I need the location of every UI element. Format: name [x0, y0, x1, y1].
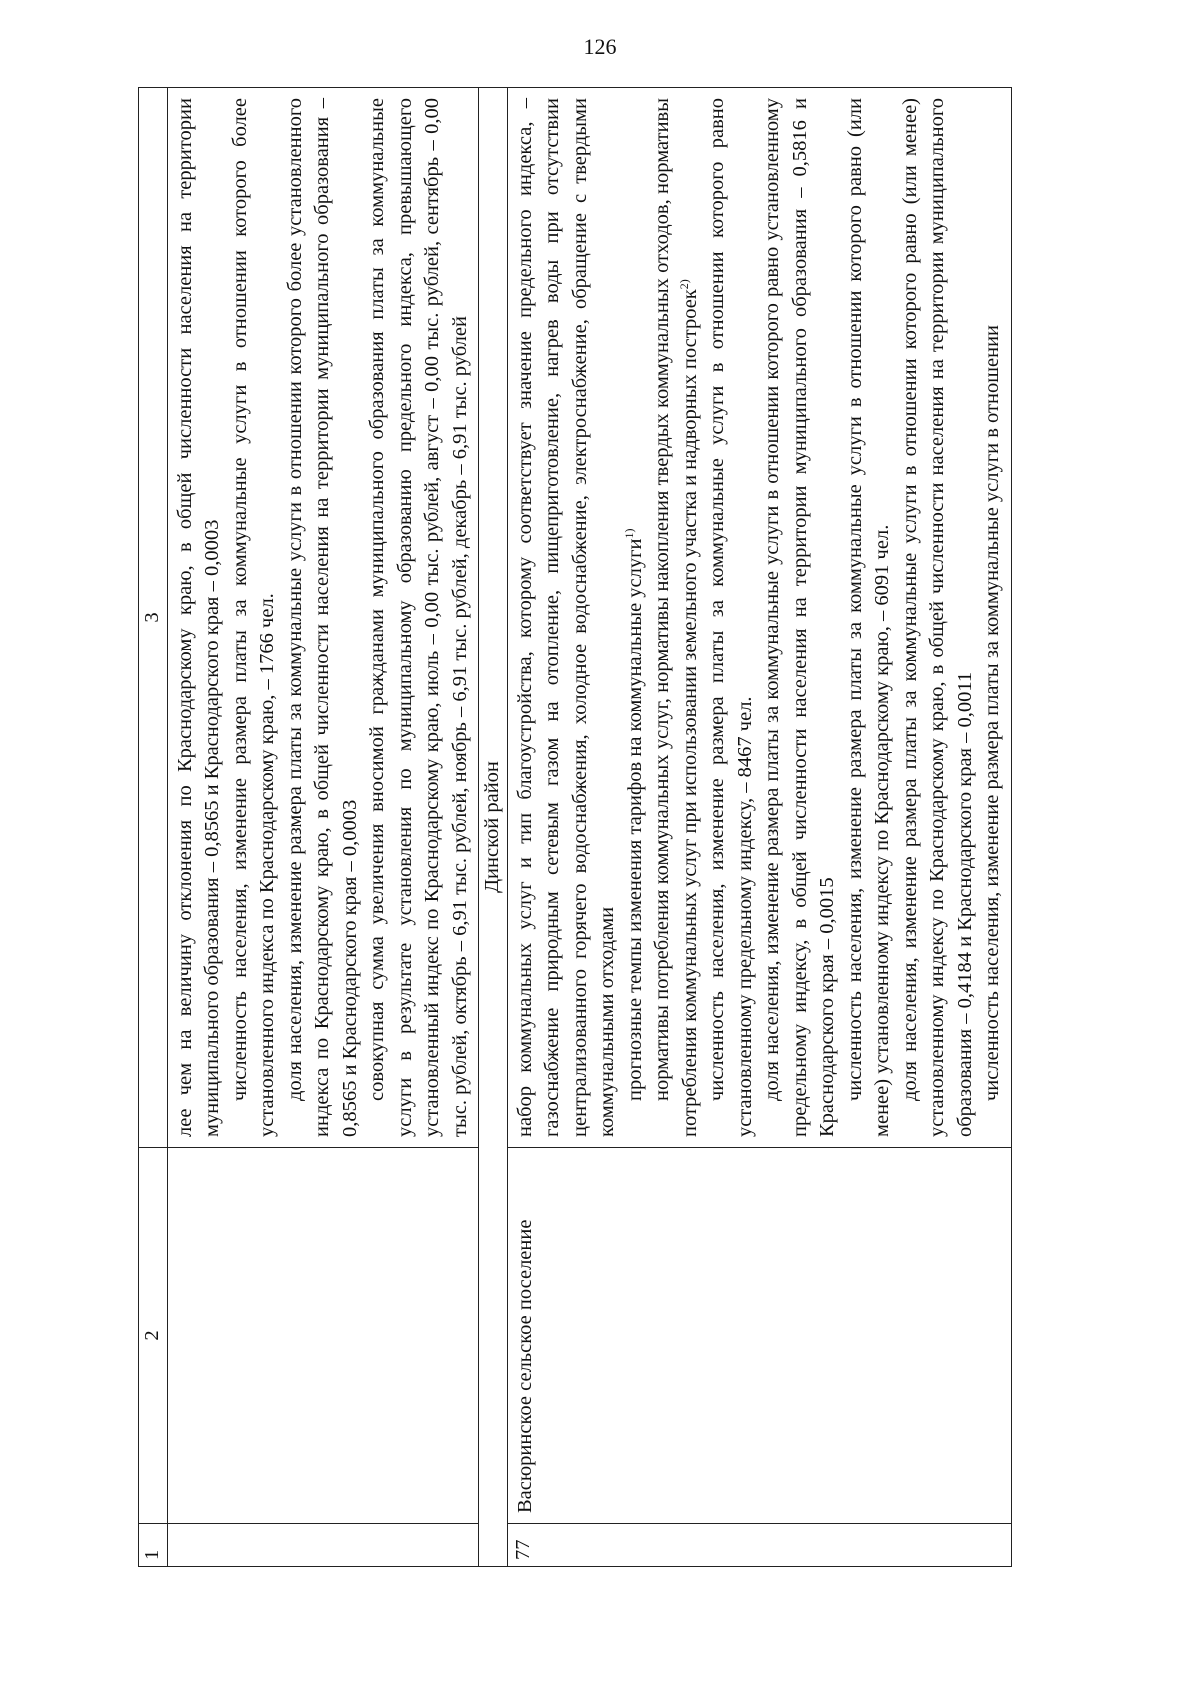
- paragraph: [622, 98, 650, 1137]
- row-paragraphs: [512, 98, 1007, 1137]
- data-table: [138, 87, 1012, 1567]
- table-header-row: [139, 88, 168, 1567]
- page-number: 126: [583, 34, 617, 59]
- paragraph-text: нормативы потребления коммунальных услуг, нормативы накопления твердых коммунальных отходов, нормативы потребления коммунальных услуг при использовании земельного участка и надворных построек: [651, 98, 701, 1137]
- paragraph-text: доля населения, изменение размера платы за коммунальные услуги в отношении которого равно (или менее) установленному индексу по Краснодарскому краю, в общей численности населения на территории муниципального образования – 0,4184 и Краснодарского края – 0,0011: [898, 98, 976, 1137]
- paragraph: [282, 98, 365, 1137]
- paragraph: [897, 98, 980, 1137]
- district-heading: Динской район: [479, 88, 508, 1567]
- rotated-table-container: [138, 98, 1088, 1567]
- paragraph-text: численность населения, изменение размера платы за коммунальные услуги в отношении: [981, 324, 1003, 1101]
- paragraph: [227, 98, 282, 1137]
- footnote-marker: 2): [676, 279, 691, 290]
- paragraph-text: численность населения, изменение размера платы за коммунальные услуги в отношении которого равно установленному предельному индексу, – 8467 чел.: [706, 98, 756, 1137]
- district-row: [479, 88, 508, 1567]
- header-col-2: 2: [139, 1148, 168, 1524]
- continued-paragraphs: [172, 98, 475, 1137]
- row-content-cell: [507, 88, 1011, 1148]
- table-row: [507, 88, 1011, 1567]
- paragraph: [759, 98, 842, 1137]
- paragraph-text: набор коммунальных услуг и тип благоустройства, которому соответствует значение предельного индекса, – газоснабжение природным сетевым газом на отопление, пищеприготовление, нагрев воды при отсутствии централизованного горячего водоснабжения, холодное водоснабжение, электроснабжение, обращение с твердыми коммунальными отходами: [513, 98, 618, 1137]
- paragraph: [172, 98, 227, 1137]
- footnote-marker: 1): [621, 528, 636, 539]
- paragraph: [979, 98, 1007, 1137]
- paragraph: [364, 98, 474, 1137]
- row-content-cell: [167, 88, 479, 1148]
- row-number: 77: [507, 1524, 1011, 1567]
- paragraph-text: доля населения, изменение размера платы за коммунальные услуги в отношении которого равно установленному предельному индексу, в общей численности населения на территории муниципального образования – 0,5816 и Краснодарского края – 0,0015: [761, 98, 838, 1137]
- paragraph-text: лее чем на величину отклонения по Краснодарскому краю, в общей численности населения на территории муниципального образования – 0,8565 и Краснодарского края – 0,0003: [173, 98, 223, 1137]
- settlement-name: Васюринское сельское поселение: [507, 1148, 1011, 1524]
- paragraph: [649, 98, 704, 1137]
- paragraph-text: численность населения, изменение размера платы за коммунальные услуги в отношении которого более установленного индекса по Краснодарскому краю, – 1766 чел.: [228, 98, 278, 1137]
- paragraph: [704, 98, 759, 1137]
- header-col-3: 3: [139, 88, 168, 1148]
- paragraph-text: численность населения, изменение размера платы за коммунальные услуги в отношении которого равно (или менее) установленному индексу по Краснодарскому краю, – 6091 чел.: [843, 98, 893, 1137]
- paragraph-text: совокупная сумма увеличения вносимой гражданами муниципального образования платы за коммунальные услуги в результате установления по муниципальному образованию предельного индекса, превышающего установленный индекс по Краснодарскому краю, июль – 0,00 тыс. рублей, август – 0,00 тыс. рублей, сентябрь – 0,00 тыс. рублей, октябрь – 6,91 тыс. рублей, ноябрь – 6,91 тыс. рублей, декабрь – 6,91 тыс. рублей: [366, 98, 471, 1137]
- header-col-1: 1: [139, 1524, 168, 1567]
- paragraph: [842, 98, 897, 1137]
- row-name-cell: [167, 1148, 479, 1524]
- paragraph-text: прогнозные темпы изменения тарифов на коммунальные услуги: [623, 538, 646, 1101]
- paragraph-text: доля населения, изменение размера платы за коммунальные услуги в отношении которого более установленного индекса по Краснодарскому краю, в общей численности населения на территории муниципального образования – 0,8565 и Краснодарского края – 0,0003: [283, 98, 361, 1137]
- table-row-continued: [167, 88, 479, 1567]
- paragraph: [512, 98, 622, 1137]
- row-number-cell: [167, 1524, 479, 1567]
